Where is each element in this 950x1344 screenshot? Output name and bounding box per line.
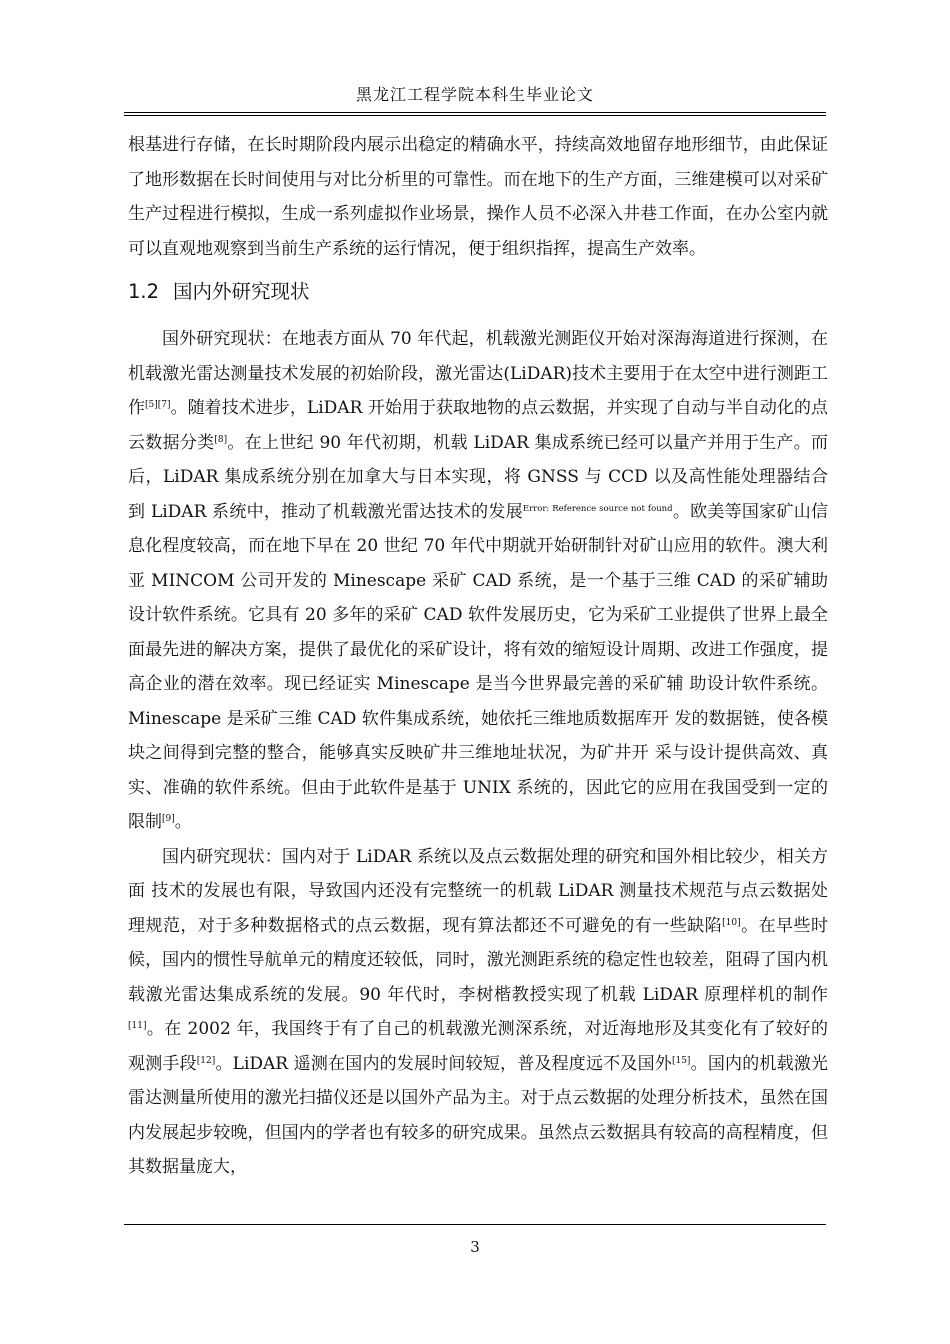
header-rule: [124, 112, 826, 113]
citation: [10]: [722, 917, 741, 928]
text-run: 国内研究现状：国内对于 LiDAR 系统以及点云数据处理的研究和国外相比较少，相关方面 技术的发展也有限，导致国内还没有完整统一的机载 LiDAR 测量技术规范与点云数据处理规范，对于多种数据格式的点云数据，现有算法都还不可避免的有一些缺陷: [128, 846, 828, 936]
citation: [5][7]: [145, 400, 171, 410]
text-run: 。LiDAR 遥测在国内的发展时间较短，普及程度远不及国外: [215, 1053, 672, 1074]
citation: [11]: [128, 1021, 147, 1031]
section-title: 国内外研究现状: [173, 280, 310, 303]
citation: [12]: [196, 1055, 216, 1066]
section-number: 1.2: [128, 280, 160, 303]
citation: [9]: [162, 814, 175, 824]
text-run: 。随着技术进步，LiDAR 开始用于获取地物的点云数据，并实现了自动与半自动化的点云数据分类: [128, 398, 828, 453]
reference-error: Error: Reference source not found: [522, 503, 673, 514]
text-run: 。国内的机载激光雷达测量所使用的激光扫描仪还是以国外产品为主。对于点云数据的处理分析技术，虽然在国内发展起步较晚，但国内的学者也有较多的研究成果。虽然点云数据具有较高的高程精度，但其数据量庞大，: [128, 1053, 829, 1177]
body-text: [128, 128, 828, 1185]
page-header: 黑龙江工程学院本科生毕业论文: [355, 85, 594, 104]
foreign-research-paragraph: [128, 322, 828, 840]
text-run: 国外研究现状：在地表方面从 70 年代起，机载激光测距仪开始对深海海道进行探测，在机载激光雷达测量技术发展的初始阶段，激光雷达(LiDAR)技术主要用于在太空中进行测距工作: [128, 329, 828, 418]
citation: [15]: [671, 1055, 691, 1066]
intro-paragraph: 根基进行存储，在长时期阶段内展示出稳定的精确水平，持续高效地留存地形细节，由此保证了地形数据在长时间使用与对比分析里的可靠性。而在地下的生产方面，三维建模可以对采矿生产过程进行模拟，生成一系列虚拟作业场景，操作人员不必深入井巷工作面，在办公室内就可以直观地观察到当前生产系统的运行情况，便于组织指挥，提高生产效率。: [128, 135, 828, 259]
citation: [8]: [214, 434, 228, 445]
header-rule-double: [124, 115, 826, 116]
footer-rule: [124, 1224, 826, 1225]
page-number: 3: [470, 1238, 480, 1256]
section-heading: [128, 272, 828, 312]
text-run: 。在 2002 年，我国终于有了自己的机载激光测深系统，对近海地形及其变化有了较好的观测手段: [128, 1019, 828, 1074]
text-run: 。在上世纪 90 年代初期，机载 LiDAR 集成系统已经可以量产并用于生产。而后，LiDAR 集成系统分别在加拿大与日本实现，将 GNSS 与 CCD 以及高性能处理器结合到 LiDAR 系统中，推动了机载激光雷达技术的发展: [128, 432, 828, 522]
text-run: 。欧美等国家矿山信息化程度较高，而在地下早在 20 世纪 70 年代中期就开始研制针对矿山应用的软件。澳大利亚 MINCOM 公司开发的 Minescape 采矿 CAD 系统，是一个基于三维 CAD 的采矿辅助设计软件系统。它具有 20 多年的采矿 CAD 软件发展历史，它为采矿工业提供了世界上最全面最先进的解决方案，提供了最优化的采矿设计，将有效的缩短设计周期、改进工作强度，提高企业的潜在效率。现已经证实 Minescape 是当今世界最完善的采矿辅 助设计软件系统。Minescape 是采矿三维 CAD 软件集成系统，她依托三维地质数据库开 发的数据链，使各模块之间得到完整的整合，能够真实反映矿井三维地址状况，为矿井开 采与设计提供高效、真实、准确的软件系统。但由于此软件是基于 UNIX 系统的，因此它的应用在我国受到一定的限制: [128, 501, 829, 832]
text-run: 。在早些时候，国内的惯性导航单元的精度还较低，同时，激光测距系统的稳定性也较差，阻碍了国内机载激光雷达集成系统的发展。90 年代时，李树楷教授实现了机载 LiDAR 原理样机的制作: [128, 915, 828, 1005]
domestic-research-paragraph: [128, 840, 828, 1185]
text-run: 。: [174, 812, 192, 832]
